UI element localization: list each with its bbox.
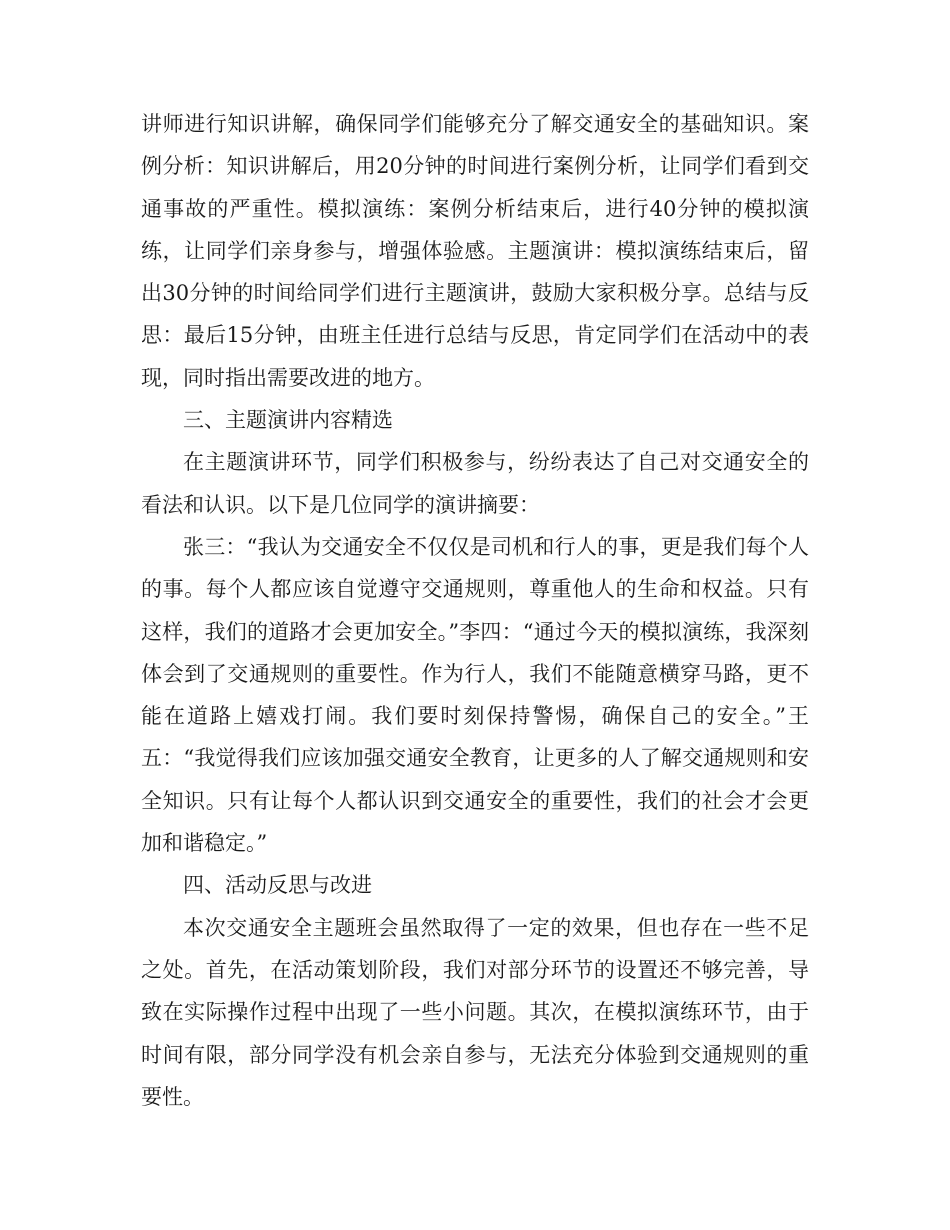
paragraph-activity-schedule: 讲师进行知识讲解，确保同学们能够充分了解交通安全的基础知识。案例分析：知识讲解后，用20分钟的时间进行案例分析，让同学们看到交通事故的严重性。模拟演练：案例分析结束后，进行40分钟的模拟演练，让同学们亲身参与，增强体验感。主题演讲：模拟演练结束后，留出30分钟的时间给同学们进行主题演讲，鼓励大家积极分享。总结与反思：最后15分钟，由班主任进行总结与反思，肯定同学们在活动中的表现，同时指出需要改进的地方。 (141, 112, 809, 390)
paragraph-speech-intro: 在主题演讲环节，同学们积极参与，纷纷表达了自己对交通安全的看法和认识。以下是几位同学的演讲摘要： (141, 450, 809, 517)
section-heading-reflection: 四、活动反思与改进 (183, 873, 372, 898)
section-heading-speech-selection: 三、主题演讲内容精选 (183, 408, 393, 433)
paragraph-speech-excerpts: 张三：“我认为交通安全不仅仅是司机和行人的事，更是我们每个人的事。每个人都应该自觉遵守交通规则，尊重他人的生命和权益。只有这样，我们的道路才会更加安全。”李四：“通过今天的模拟演练，我深刻体会到了交通规则的重要性。作为行人，我们不能随意横穿马路，更不能在道路上嬉戏打闹。我们要时刻保持警惕，确保自己的安全。”王五：“我觉得我们应该加强交通安全教育，让更多的人了解交通规则和安全知识。只有让每个人都认识到交通安全的重要性，我们的社会才会更加和谐稳定。” (141, 534, 809, 856)
document-body (141, 103, 809, 1118)
paragraph-reflection: 本次交通安全主题班会虽然取得了一定的效果，但也存在一些不足之处。首先，在活动策划阶段，我们对部分环节的设置还不够完善，导致在实际操作过程中出现了一些小问题。其次，在模拟演练环节，由于时间有限，部分同学没有机会亲自参与，无法充分体验到交通规则的重要性。 (141, 915, 809, 1109)
